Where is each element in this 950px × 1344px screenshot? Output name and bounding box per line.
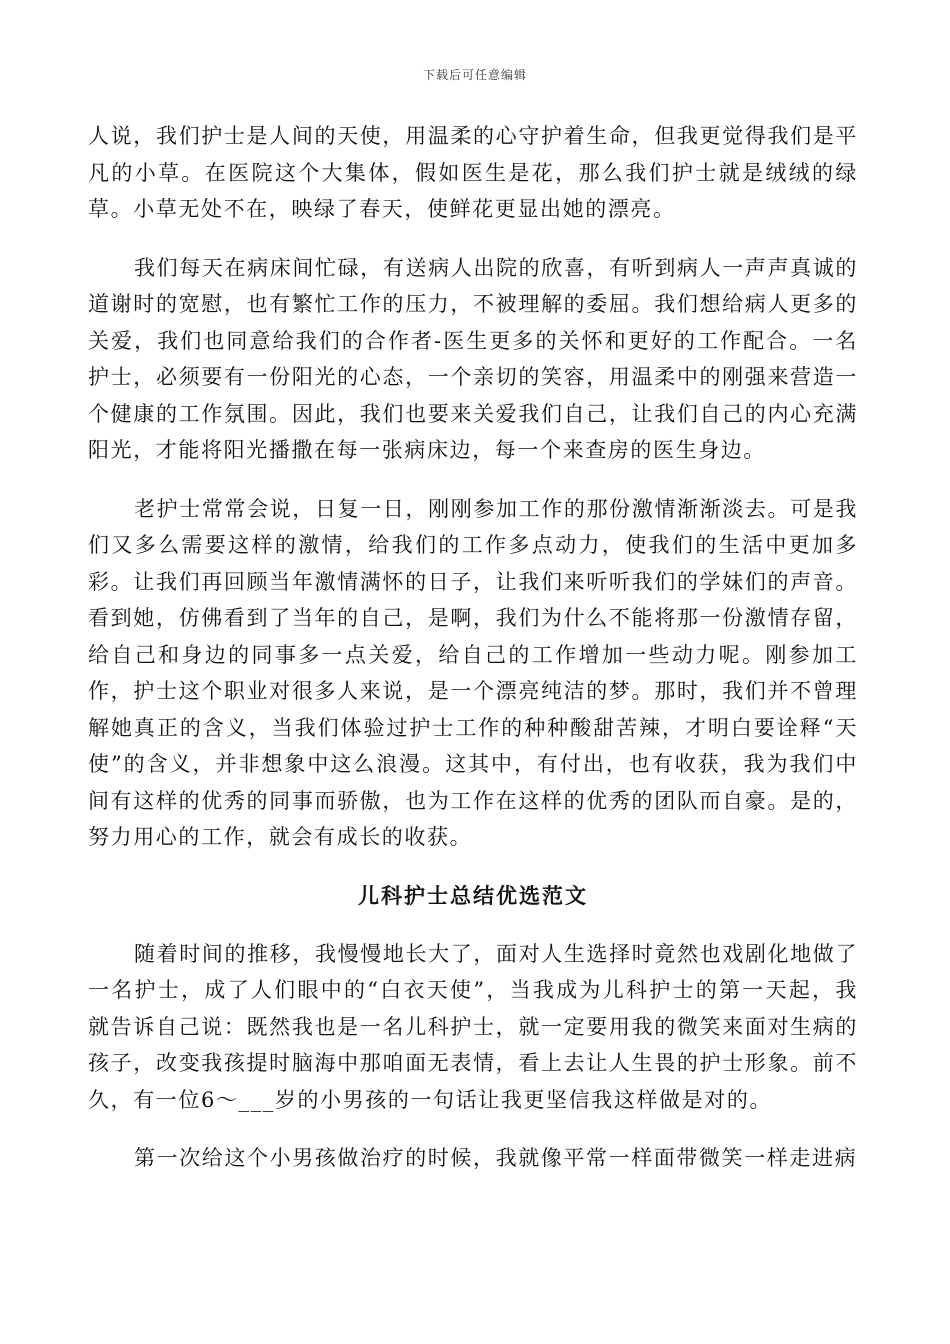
- paragraph-1: 人说，我们护士是人间的天使，用温柔的心守护着生命，但我更觉得我们是平凡的小草。在医院这个大集体，假如医生是花，那么我们护士就是绒绒的绿草。小草无处不在，映绿了春天，使鲜花更显出她的漂亮。: [88, 124, 858, 221]
- paragraph-2: 我们每天在病床间忙碌，有送病人出院的欣喜，有听到病人一声声真诚的道谢时的宽慰，也有繁忙工作的压力，不被理解的委屈。我们想给病人更多的关爱，我们也同意给我们的合作者-医生更多的关怀和更好的工作配合。一名护士，必须要有一份阳光的心态，一个亲切的笑容，用温柔中的刚强来营造一个健康的工作氛围。因此，我们也要来关爱我们自己，让我们自己的内心充满阳光，才能将阳光播撒在每一张病床边，每一个来查房的医生身边。: [88, 255, 858, 462]
- paragraph-gap: [88, 914, 858, 936]
- paragraph-gap: [88, 228, 858, 250]
- section-paragraph-1: 随着时间的推移，我慢慢地长大了，面对人生选择时竟然也戏剧化地做了一名护士，成了人们眼中的“白衣天使”，当我成为儿科护士的第一天起，我就告诉自己说：既然我也是一名儿科护士，就一定要用我的微笑来面对生病的孩子，改变我孩提时脑海中那咱面无表情，看上去让人生畏的护士形象。前不久，有一位6～___岁的小男孩的一句话让我更坚信我这样做是对的。: [88, 941, 858, 1112]
- document-body: [88, 118, 858, 1177]
- section-paragraph-2: 第一次给这个小男孩做治疗的时候，我就像平常一样面带微笑一样走进病: [134, 1146, 858, 1170]
- page-header-note: 下载后可任意编辑: [422, 68, 527, 82]
- paragraph-gap: [88, 1118, 858, 1140]
- section-title: 儿科护士总结优选范文: [358, 883, 588, 908]
- paragraph-gap: [88, 856, 858, 878]
- paragraph-3: 老护士常常会说，日复一日，刚刚参加工作的那份激情渐渐淡去。可是我们又多么需要这样的激情，给我们的工作多点动力，使我们的生活中更加多彩。让我们再回顾当年激情满怀的日子，让我们来听听我们的学妹们的声音。看到她，仿佛看到了当年的自己，是啊，我们为什么不能将那一份激情存留，给自己和身边的同事多一点关爱，给自己的工作增加一些动力呢。刚参加工作，护士这个职业对很多人来说，是一个漂亮纯洁的梦。那时，我们并不曾理解她真正的含义，当我们体验过护士工作的种种酸甜苦辣，才明白要诠释“天使”的含义，并非想象中这么浪漫。这其中，有付出，也有收获，我为我们中间有这样的优秀的同事而骄傲，也为工作在这样的优秀的团队而自豪。是的，努力用心的工作，就会有成长的收获。: [88, 496, 858, 849]
- paragraph-gap: [88, 469, 858, 491]
